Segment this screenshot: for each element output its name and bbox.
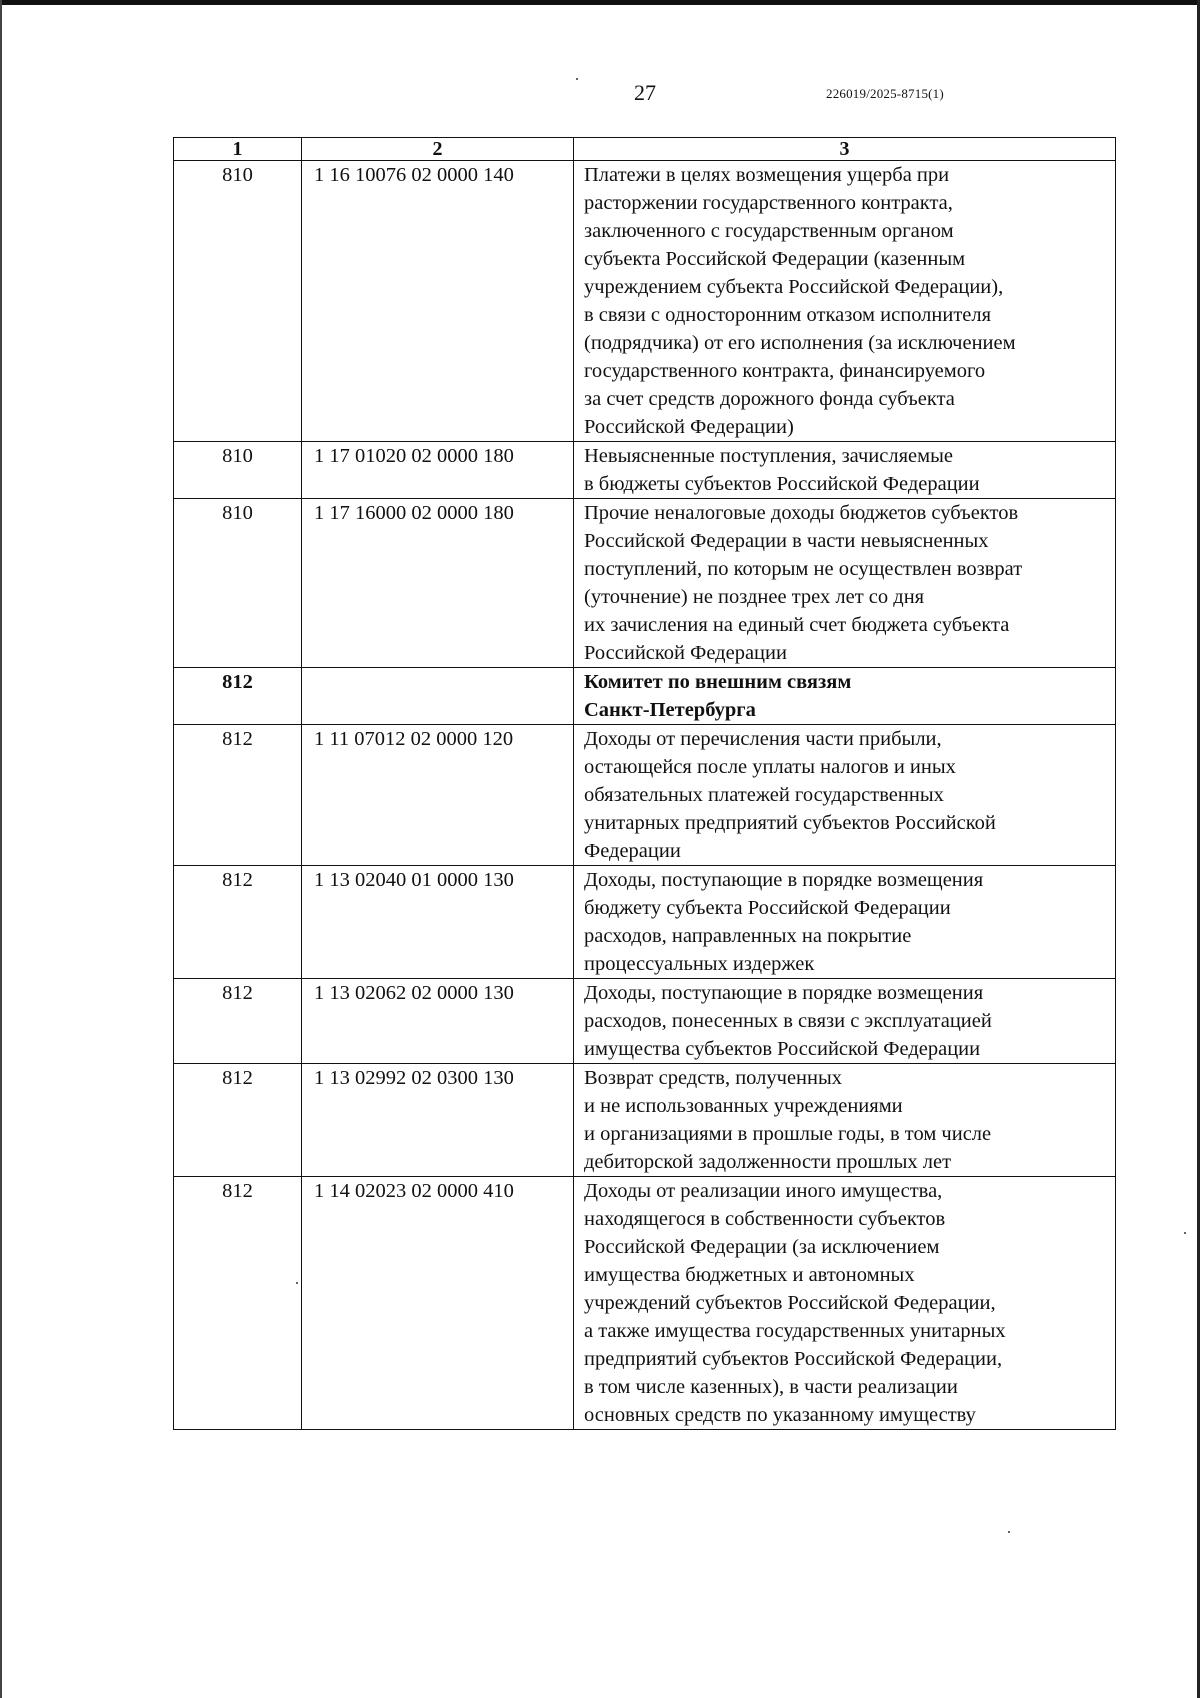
revenue-codes-table xyxy=(173,137,1116,1430)
section-header-row xyxy=(174,668,1116,725)
column-header-3: 3 xyxy=(574,138,1116,161)
description-cell: Прочие неналоговые доходы бюджетов субъектов Российской Федерации в части невыясненных поступлений, по которым не осуществлен возврат (уточнение) не позднее трех лет со дня их зачисления на единый счет бюджета субъекта Российской Федерации xyxy=(574,499,1116,668)
column-header-1: 1 xyxy=(174,138,302,161)
admin-code-cell: 812 xyxy=(174,866,302,979)
table-row xyxy=(174,1064,1116,1177)
table-row xyxy=(174,442,1116,499)
admin-code-cell: 812 xyxy=(174,668,302,725)
description-cell: Доходы, поступающие в порядке возмещения расходов, понесенных в связи с эксплуатацией имущества субъектов Российской Федерации xyxy=(574,979,1116,1064)
description-cell: Возврат средств, полученных и не использованных учреждениями и организациями в прошлые годы, в том числе дебиторской задолженности прошлых лет xyxy=(574,1064,1116,1177)
admin-code-cell: 812 xyxy=(174,979,302,1064)
admin-code-cell: 812 xyxy=(174,1177,302,1430)
admin-code-cell: 812 xyxy=(174,1064,302,1177)
budget-code-cell: 1 11 07012 02 0000 120 xyxy=(302,725,574,866)
budget-code-cell: 1 14 02023 02 0000 410 xyxy=(302,1177,574,1430)
admin-code-cell: 810 xyxy=(174,499,302,668)
column-header-2: 2 xyxy=(302,138,574,161)
table-row xyxy=(174,866,1116,979)
budget-code-cell: 1 16 10076 02 0000 140 xyxy=(302,161,574,442)
budget-code-cell xyxy=(302,668,574,725)
table-row xyxy=(174,979,1116,1064)
admin-code-cell: 812 xyxy=(174,725,302,866)
table-row xyxy=(174,725,1116,866)
scan-speck xyxy=(576,78,578,80)
admin-code-cell: 810 xyxy=(174,442,302,499)
admin-code-cell: 810 xyxy=(174,161,302,442)
budget-code-cell: 1 17 01020 02 0000 180 xyxy=(302,442,574,499)
scan-speck xyxy=(1008,1531,1010,1533)
budget-code-cell: 1 13 02040 01 0000 130 xyxy=(302,866,574,979)
table-row xyxy=(174,1177,1116,1430)
table-header-row xyxy=(174,138,1116,161)
description-cell: Доходы от перечисления части прибыли, остающейся после уплаты налогов и иных обязательных платежей государственных унитарных предприятий субъектов Российской Федерации xyxy=(574,725,1116,866)
table-row xyxy=(174,161,1116,442)
page-number: 27 xyxy=(634,80,656,105)
scan-speck xyxy=(1184,1232,1186,1234)
description-cell: Доходы от реализации иного имущества, находящегося в собственности субъектов Российской Федерации (за исключением имущества бюджетных и автономных учреждений субъектов Российской Федерации, а также имущества государственных унитарных предприятий субъектов Российской Федерации, в том числе казенных), в части реализации основных средств по указанному имуществу xyxy=(574,1177,1116,1430)
budget-code-cell: 1 17 16000 02 0000 180 xyxy=(302,499,574,668)
budget-code-cell: 1 13 02992 02 0300 130 xyxy=(302,1064,574,1177)
description-cell: Платежи в целях возмещения ущерба при расторжении государственного контракта, заключенного с государственным органом субъекта Российской Федерации (казенным учреждением субъекта Российской Федерации), в связи с односторонним отказом исполнителя (подрядчика) от его исполнения (за исключением государственного контракта, финансируемого за счет средств дорожного фонда субъекта Российской Федерации) xyxy=(574,161,1116,442)
scan-border-left xyxy=(0,0,2,1698)
section-title-cell: Комитет по внешним связям Санкт-Петербурга xyxy=(574,668,1116,725)
description-cell: Доходы, поступающие в порядке возмещения бюджету субъекта Российской Федерации расходов, направленных на покрытие процессуальных издержек xyxy=(574,866,1116,979)
description-cell: Невыясненные поступления, зачисляемые в бюджеты субъектов Российской Федерации xyxy=(574,442,1116,499)
document-code: 226019/2025-8715(1) xyxy=(826,86,944,101)
budget-code-cell: 1 13 02062 02 0000 130 xyxy=(302,979,574,1064)
scan-border-top xyxy=(0,0,1200,5)
table-row xyxy=(174,499,1116,668)
